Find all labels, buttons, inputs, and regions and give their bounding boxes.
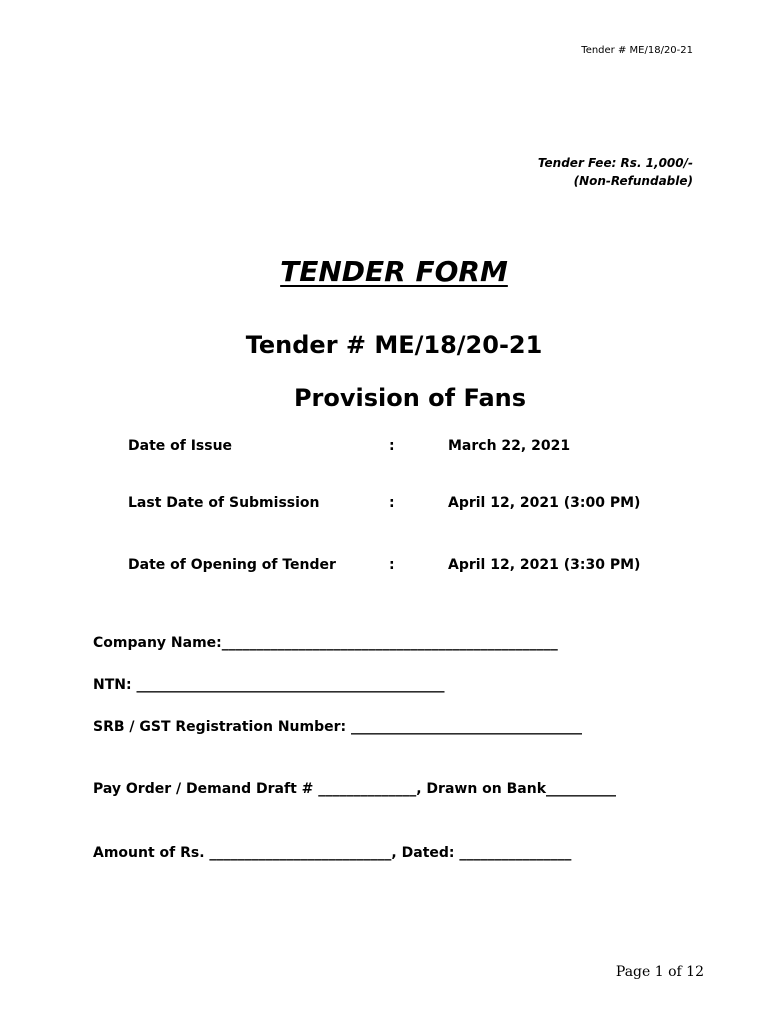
tender-subject: Provision of Fans xyxy=(293,384,527,412)
schedule-value: March 22, 2021 xyxy=(448,438,571,454)
amount-field: Amount of Rs. __________________________, Dated: ________________ xyxy=(93,845,572,861)
company-name-field: Company Name:________________________________________________ xyxy=(93,635,558,651)
tender-number: Tender # ME/18/20-21 xyxy=(245,331,543,359)
srb-gst-registration-field: SRB / GST Registration Number: _________________________________ xyxy=(93,719,582,735)
schedule-label: Last Date of Submission xyxy=(128,495,320,511)
header-tender-reference: Tender # ME/18/20-21 xyxy=(581,45,693,56)
tender-fee-note: (Non-Refundable) xyxy=(573,174,693,188)
schedule-label: Date of Opening of Tender xyxy=(128,557,336,573)
schedule-separator: : xyxy=(389,438,395,454)
schedule-value: April 12, 2021 (3:30 PM) xyxy=(448,557,641,573)
schedule-separator: : xyxy=(389,557,395,573)
page-number: Page 1 of 12 xyxy=(615,964,704,980)
schedule-value: April 12, 2021 (3:00 PM) xyxy=(448,495,641,511)
document-title: TENDER FORM xyxy=(280,255,508,288)
schedule-label: Date of Issue xyxy=(128,438,233,454)
schedule-separator: : xyxy=(389,495,395,511)
pay-order-field: Pay Order / Demand Draft # ______________, Drawn on Bank__________ xyxy=(93,781,617,797)
ntn-field: NTN: ____________________________________________ xyxy=(93,677,445,693)
tender-fee: Tender Fee: Rs. 1,000/- xyxy=(537,156,693,170)
